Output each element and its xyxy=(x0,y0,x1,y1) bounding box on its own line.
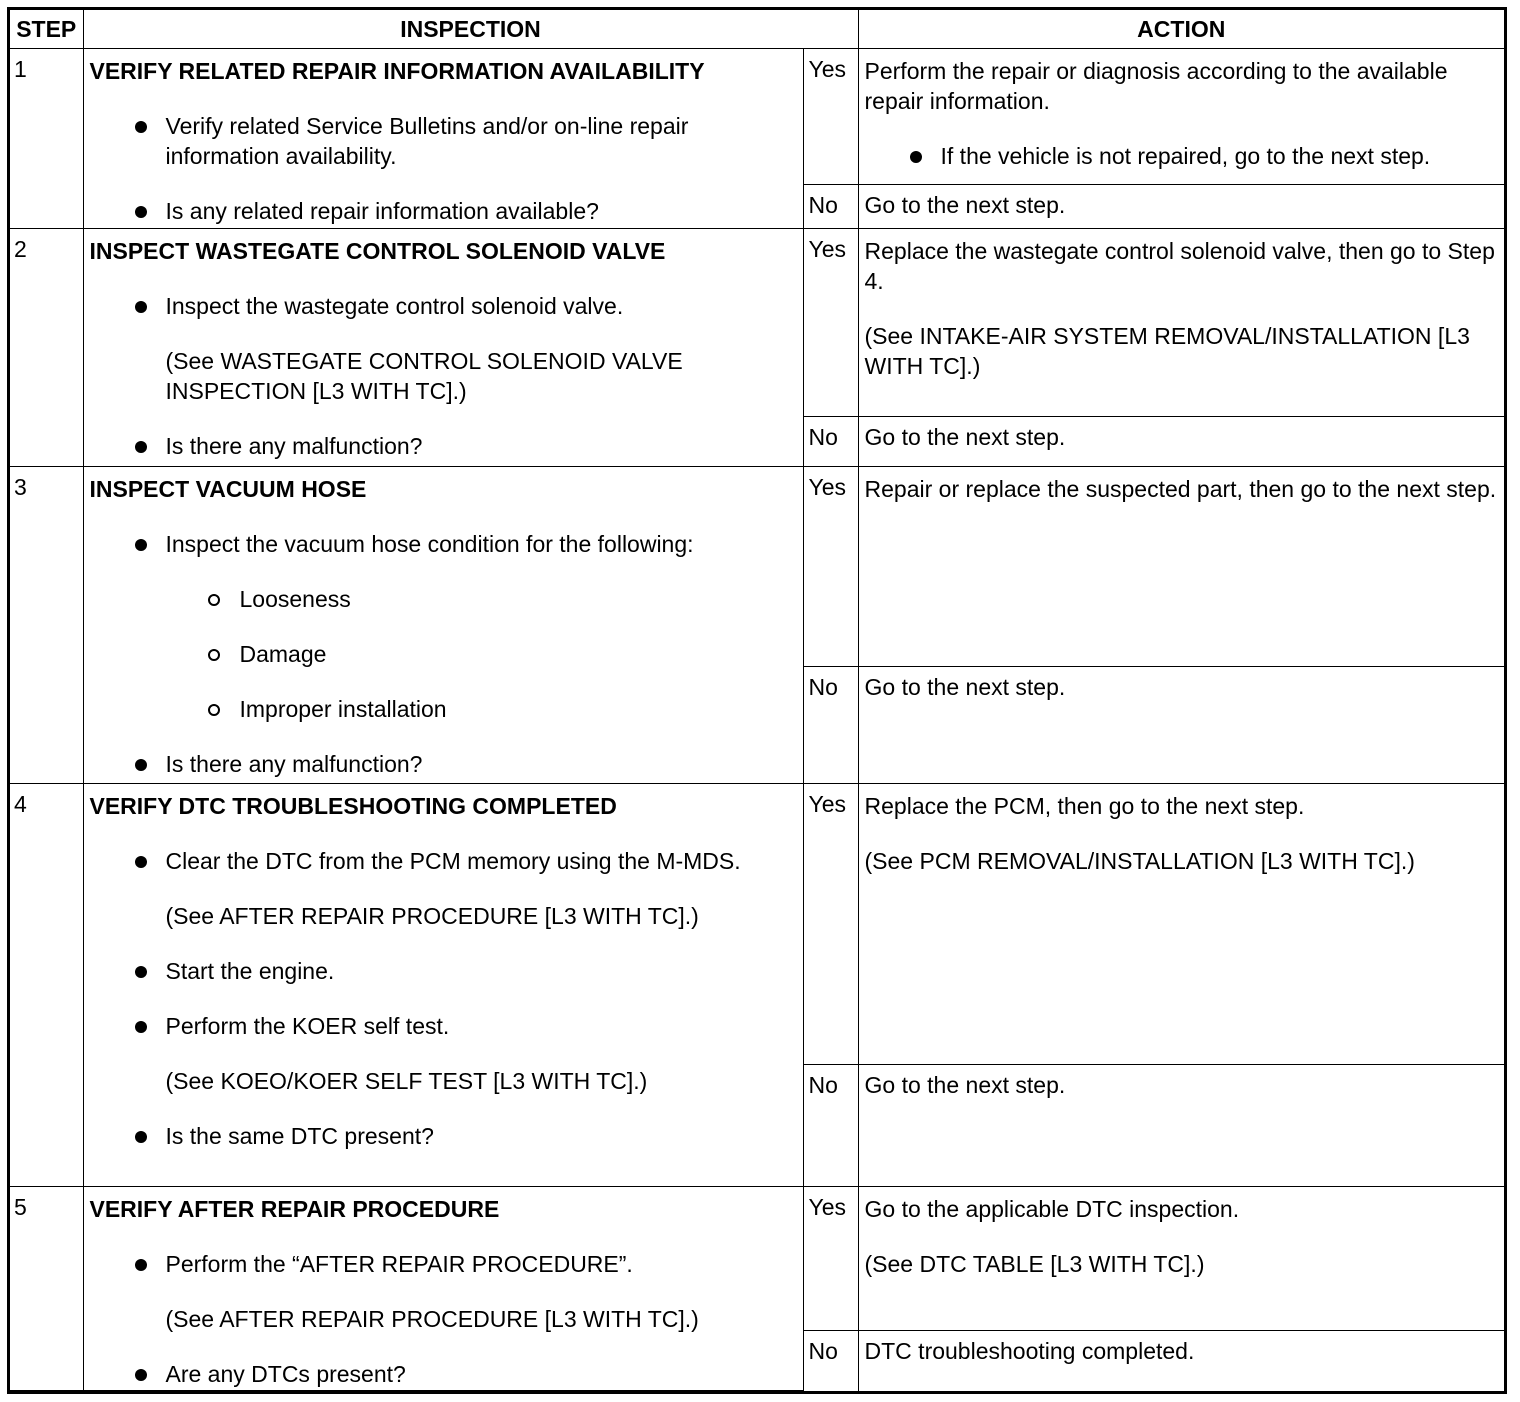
yes-label: Yes xyxy=(803,467,858,667)
reference-text: (See AFTER REPAIR PROCEDURE [L3 WITH TC].) xyxy=(165,903,699,929)
bullet-question: Is the same DTC present? xyxy=(90,1121,797,1151)
reference-text: (See KOEO/KOER SELF TEST [L3 WITH TC].) xyxy=(165,1068,648,1094)
sub-item: Damage xyxy=(90,639,797,669)
step-number: 1 xyxy=(10,49,83,229)
no-action: Go to the next step. xyxy=(858,417,1504,467)
circle-bullet-icon xyxy=(208,704,220,716)
yes-label: Yes xyxy=(803,49,858,185)
sub-item: Improper installation xyxy=(90,694,797,724)
yes-action: Repair or replace the suspected part, then go to the next step. xyxy=(858,467,1504,667)
step-title: VERIFY DTC TROUBLESHOOTING COMPLETED xyxy=(89,793,617,819)
sub-item: Looseness xyxy=(90,584,797,614)
bullet-icon xyxy=(135,966,147,978)
bullet-item: Perform the “AFTER REPAIR PROCEDURE”. xyxy=(90,1249,797,1279)
troubleshooting-table xyxy=(7,7,1507,1394)
bullet-icon xyxy=(135,1259,147,1271)
step-title: INSPECT VACUUM HOSE xyxy=(89,476,367,502)
bullet-icon xyxy=(135,1131,147,1143)
circle-bullet-icon xyxy=(208,649,220,661)
bullet-item: Inspect the vacuum hose condition for the following: xyxy=(90,529,797,559)
bullet-icon xyxy=(135,441,147,453)
no-label: No xyxy=(803,185,858,229)
yes-action: Replace the PCM, then go to the next step. (See PCM REMOVAL/INSTALLATION [L3 WITH TC].) xyxy=(858,784,1504,1065)
bullet-question: Are any DTCs present? xyxy=(90,1359,797,1389)
bullet-question: Is any related repair information available? xyxy=(90,196,797,226)
inspection-cell xyxy=(83,1187,803,1391)
reference-text: (See DTC TABLE [L3 WITH TC].) xyxy=(864,1251,1205,1277)
no-action: Go to the next step. xyxy=(858,667,1504,784)
bullet-icon xyxy=(135,1021,147,1033)
no-action: DTC troubleshooting completed. xyxy=(858,1331,1504,1391)
inspection-cell xyxy=(83,49,803,229)
no-label: No xyxy=(803,1331,858,1391)
step-title: INSPECT WASTEGATE CONTROL SOLENOID VALVE xyxy=(89,238,666,264)
action-bullet: If the vehicle is not repaired, go to the next step. xyxy=(865,141,1498,171)
step-row xyxy=(10,784,1504,1065)
step-row xyxy=(10,1187,1504,1331)
inspection-cell xyxy=(83,229,803,467)
inspection-cell xyxy=(83,784,803,1187)
bullet-icon xyxy=(135,856,147,868)
no-label: No xyxy=(803,667,858,784)
reference-text: (See PCM REMOVAL/INSTALLATION [L3 WITH TC].) xyxy=(864,848,1415,874)
bullet-icon xyxy=(135,759,147,771)
bullet-icon xyxy=(135,206,147,218)
yes-label: Yes xyxy=(803,1187,858,1331)
header-row xyxy=(10,10,1504,49)
step-number: 4 xyxy=(10,784,83,1187)
bullet-item: Clear the DTC from the PCM memory using the M-MDS. xyxy=(90,846,797,876)
step-row xyxy=(10,49,1504,185)
step-title: VERIFY AFTER REPAIR PROCEDURE xyxy=(89,1196,500,1222)
step-row xyxy=(10,467,1504,667)
bullet-item: Verify related Service Bulletins and/or on-line repair information availability. xyxy=(90,111,797,171)
reference-text: (See AFTER REPAIR PROCEDURE [L3 WITH TC].) xyxy=(165,1306,699,1332)
yes-action: Perform the repair or diagnosis according to the available repair information. If the vehicle is not repaired, go to the next step. xyxy=(858,49,1504,185)
reference-text: (See WASTEGATE CONTROL SOLENOID VALVE INSPECTION [L3 WITH TC].) xyxy=(165,348,683,404)
step-number: 5 xyxy=(10,1187,83,1391)
bullet-question: Is there any malfunction? xyxy=(90,749,797,779)
bullet-icon xyxy=(135,1369,147,1381)
bullet-question: Is there any malfunction? xyxy=(90,431,797,461)
bullet-item: Inspect the wastegate control solenoid valve. xyxy=(90,291,797,321)
bullet-icon xyxy=(135,301,147,313)
no-action: Go to the next step. xyxy=(858,185,1504,229)
bullet-item: Start the engine. xyxy=(90,956,797,986)
reference-text: (See INTAKE-AIR SYSTEM REMOVAL/INSTALLATION [L3 WITH TC].) xyxy=(864,323,1470,379)
inspection-cell xyxy=(83,467,803,784)
bullet-icon xyxy=(135,121,147,133)
yes-action: Go to the applicable DTC inspection. (See DTC TABLE [L3 WITH TC].) xyxy=(858,1187,1504,1331)
header-inspection: INSPECTION xyxy=(83,10,858,49)
step-row xyxy=(10,229,1504,417)
yes-label: Yes xyxy=(803,784,858,1065)
bullet-icon xyxy=(135,539,147,551)
bullet-item: Perform the KOER self test. xyxy=(90,1011,797,1041)
step-number: 3 xyxy=(10,467,83,784)
step-title: VERIFY RELATED REPAIR INFORMATION AVAILABILITY xyxy=(89,58,705,84)
header-step: STEP xyxy=(10,10,83,49)
no-label: No xyxy=(803,417,858,467)
yes-label: Yes xyxy=(803,229,858,417)
step-number: 2 xyxy=(10,229,83,467)
bullet-icon xyxy=(910,151,922,163)
yes-action: Replace the wastegate control solenoid valve, then go to Step 4. (See INTAKE-AIR SYSTEM REMOVAL/INSTALLATION [L3 WITH TC].) xyxy=(858,229,1504,417)
no-label: No xyxy=(803,1065,858,1187)
no-action: Go to the next step. xyxy=(858,1065,1504,1187)
circle-bullet-icon xyxy=(208,594,220,606)
header-action: ACTION xyxy=(858,10,1504,49)
